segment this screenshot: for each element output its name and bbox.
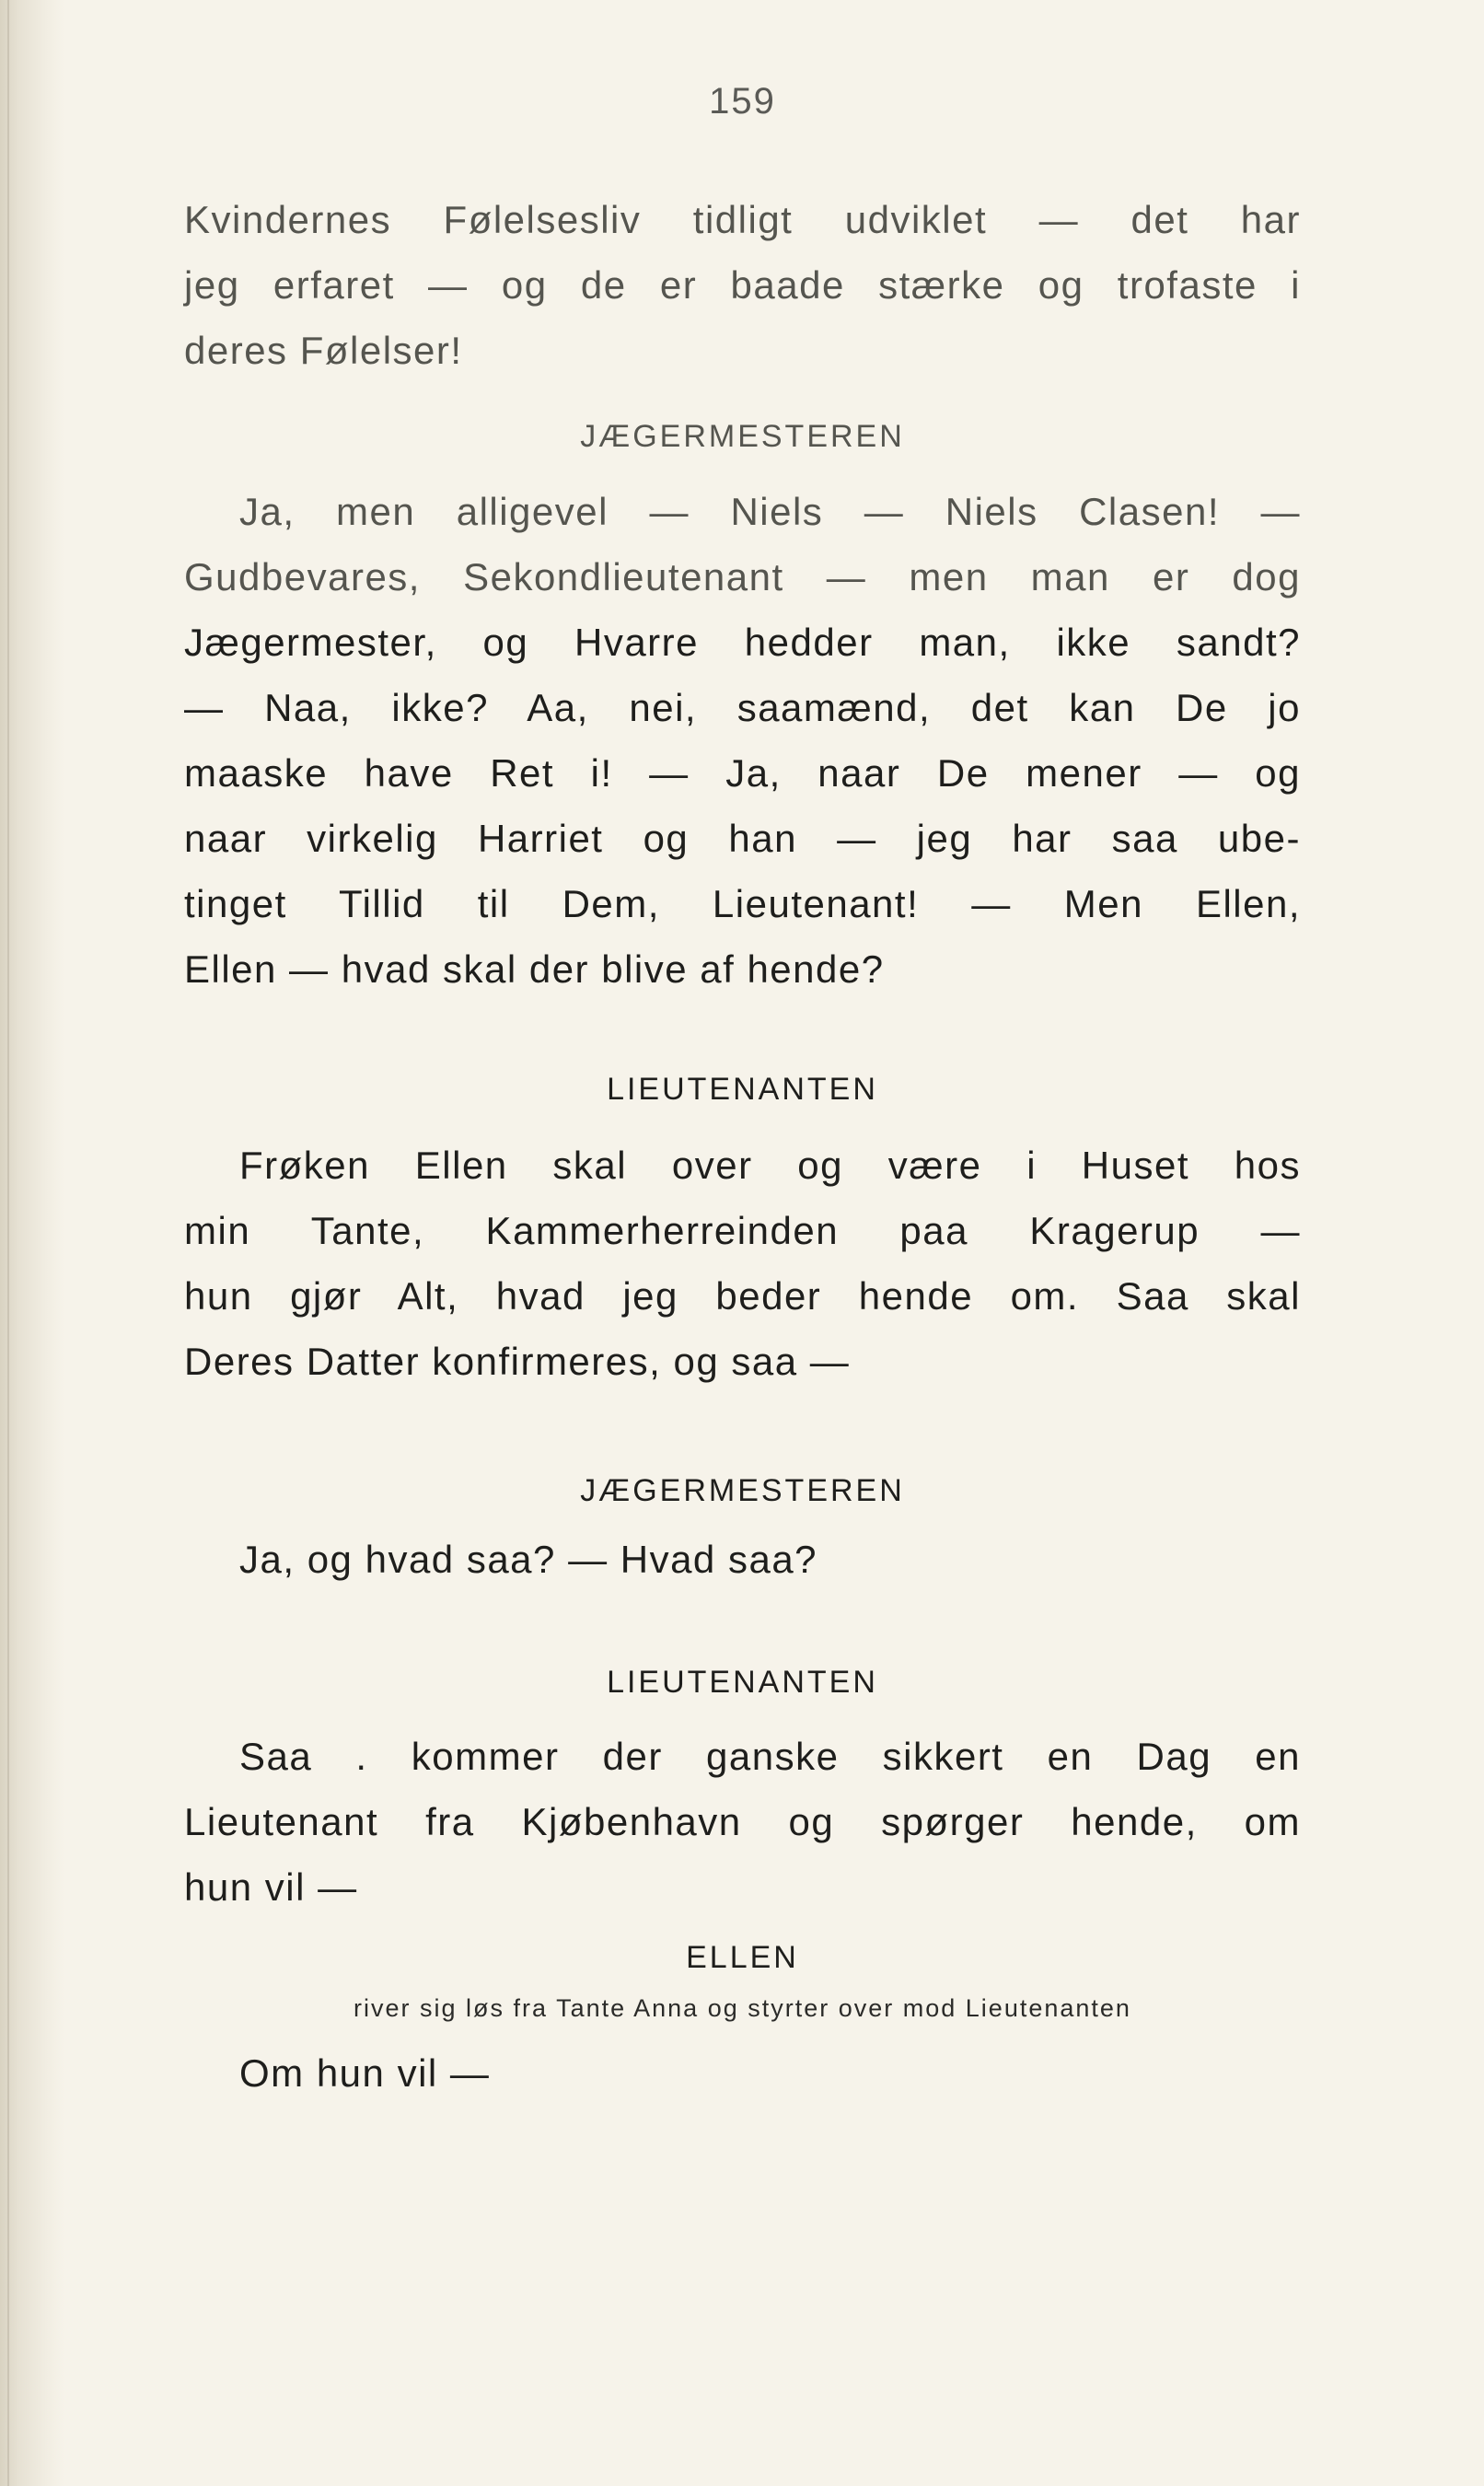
speech-lieutenanten-2	[184, 1724, 1301, 1920]
text-line: Frøken Ellen skal over og være i Huset hos	[239, 1144, 1301, 1187]
book-page	[184, 0, 1301, 2486]
text-line: Gudbevares, Sekondlieutenant — men man er dog	[184, 555, 1301, 598]
speech-jaegermesteren-2	[184, 1527, 1301, 1592]
speaker-heading-lieutenanten: LIEUTENANTEN	[607, 1072, 878, 1107]
text-line: maaske have Ret i! — Ja, naar De mener — og	[184, 751, 1301, 795]
text-line: naar virkelig Harriet og han — jeg har saa ube-	[184, 817, 1301, 860]
stage-direction: river sig løs fra Tante Anna og styrter over mod Lieutenanten	[354, 1994, 1131, 2022]
text-line: Deres Datter konfirmeres, og saa —	[184, 1340, 851, 1383]
page-gutter-shadow	[0, 0, 64, 2486]
text-line: hun gjør Alt, hvad jeg beder hende om. Saa skal	[184, 1274, 1301, 1318]
text-line: deres Følelser!	[184, 329, 463, 372]
text-line: Ja, og hvad saa? — Hvad saa?	[239, 1538, 818, 1581]
speech-lieutenanten-1	[184, 1133, 1301, 1394]
text-line: min Tante, Kammerherreinden paa Kragerup —	[184, 1209, 1301, 1252]
text-line: tinget Tillid til Dem, Lieutenant! — Men Ellen,	[184, 882, 1301, 925]
speaker-heading-jaegermesteren: JÆGERMESTEREN	[580, 1473, 905, 1508]
gutter-edge-line	[7, 0, 9, 2486]
text-line: Saa . kommer der ganske sikkert en Dag en	[239, 1735, 1301, 1778]
speaker-heading-jaegermesteren: JÆGERMESTEREN	[580, 419, 905, 454]
page-number: 159	[709, 81, 776, 122]
text-line: Lieutenant fra Kjøbenhavn og spørger hende, om	[184, 1800, 1301, 1843]
text-line: jeg erfaret — og de er baade stærke og trofaste i	[184, 263, 1301, 307]
text-line: Kvindernes Følelsesliv tidligt udviklet — det har	[184, 198, 1301, 241]
speaker-heading-lieutenanten: LIEUTENANTEN	[607, 1665, 878, 1700]
text-line: Om hun vil —	[239, 2051, 491, 2095]
speech-ellen-1	[184, 2040, 1301, 2106]
paragraph-continuation	[184, 187, 1301, 383]
text-line: Ja, men alligevel — Niels — Niels Clasen! —	[239, 490, 1301, 533]
speech-jaegermesteren-1	[184, 479, 1301, 1002]
speaker-heading-ellen: ELLEN	[686, 1940, 799, 1975]
text-line: — Naa, ikke? Aa, nei, saamænd, det kan De jo	[184, 686, 1301, 729]
text-line: hun vil —	[184, 1865, 358, 1909]
text-line: Ellen — hvad skal der blive af hende?	[184, 947, 885, 991]
text-line: Jægermester, og Hvarre hedder man, ikke sandt?	[184, 621, 1301, 664]
